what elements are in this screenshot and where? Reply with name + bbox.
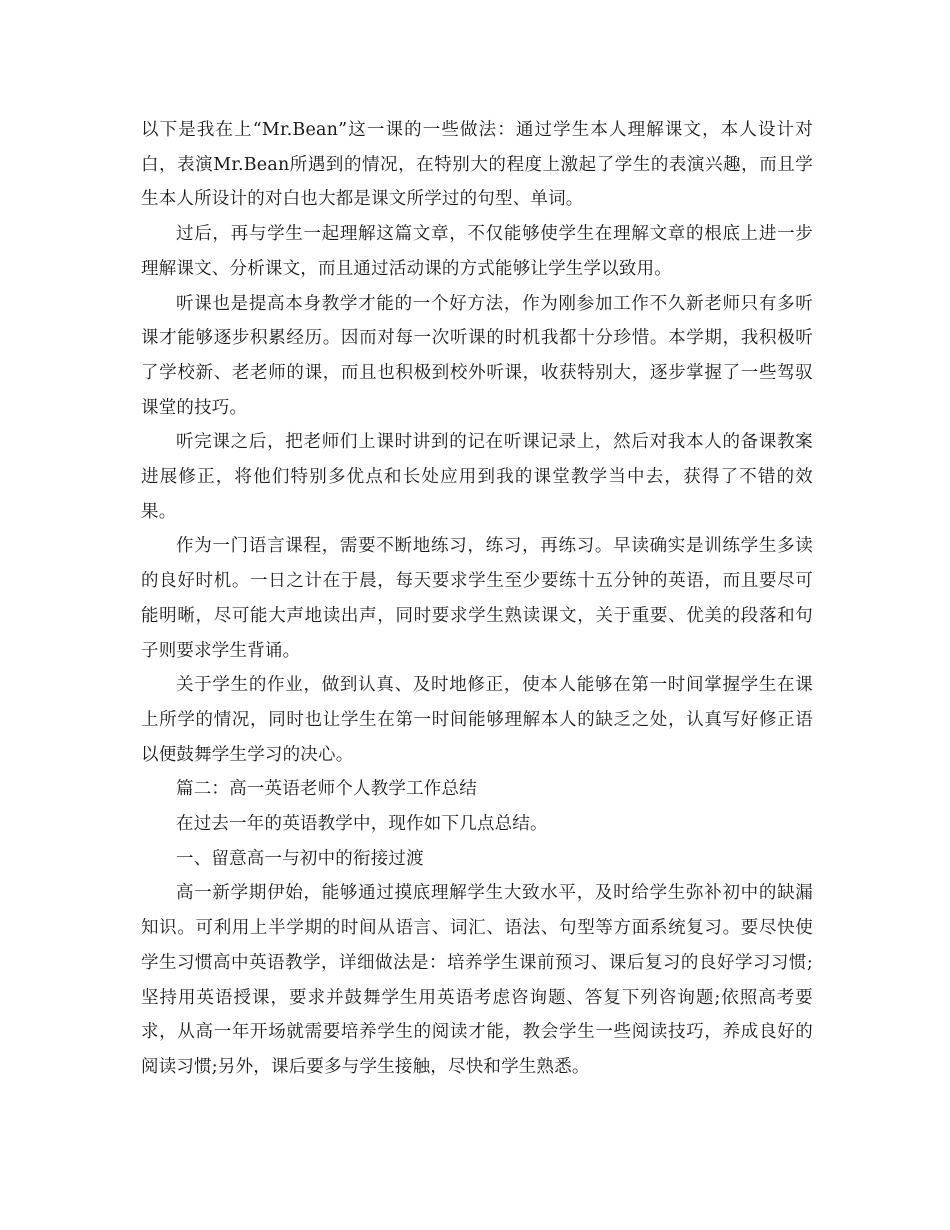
paragraph-mr-bean: 以下是我在上“Mr.Bean”这一课的一些做法：通过学生本人理解课文，本人设计对白，表演Mr.Bean所遇到的情况，在特别大的程度上激起了学生的表演兴趣，而且学生本人所设计的对白也大都是课文所学过的句型、单词。 [141, 120, 813, 210]
document-body [141, 113, 813, 1085]
paragraph-lesson-notes: 听完课之后，把老师们上课时讲到的记在听课记录上，然后对我本人的备课教案进展修正，将他们特别多优点和长处应用到我的课堂教学当中去，获得了不错的效果。 [141, 432, 813, 522]
paragraph-lesson-observation: 听课也是提高本身教学才能的一个好方法，作为刚参加工作不久新老师只有多听课才能够逐步积累经历。因而对每一次听课的时机我都十分珍惜。本学期，我积极听了学校新、老老师的课，而且也积极到校外听课，收获特别大，逐步掌握了一些驾驭课堂的技巧。 [141, 293, 813, 418]
section-title: 篇二：高一英语老师个人教学工作总结 [176, 779, 477, 800]
paragraph-intro: 在过去一年的英语教学中，现作如下几点总结。 [176, 814, 548, 835]
section-heading-transition: 一、留意高一与初中的衔接过渡 [176, 848, 424, 869]
paragraph-morning-reading: 作为一门语言课程，需要不断地练习，练习，再练习。早读确实是训练学生多读的良好时机。一日之计在于晨，每天要求学生至少要练十五分钟的英语，而且要尽可能明晰，尽可能大声地读出声，同时要求学生熟读课文，关于重要、优美的段落和句子则要求学生背诵。 [141, 536, 813, 661]
paragraph-homework: 关于学生的作业，做到认真、及时地修正，使本人能够在第一时间掌握学生在课上所学的情况，同时也让学生在第一时间能够理解本人的缺乏之处，认真写好修正语以便鼓舞学生学习的决心。 [141, 675, 813, 765]
paragraph-text-analysis: 过后，再与学生一起理解这篇文章，不仅能够使学生在理解文章的根底上进一步理解课文、分析课文，而且通过活动课的方式能够让学生学以致用。 [141, 224, 813, 279]
paragraph-transition: 高一新学期伊始，能够通过摸底理解学生大致水平，及时给学生弥补初中的缺漏知识。可利用上半学期的时间从语言、词汇、语法、句型等方面系统复习。要尽快使学生习惯高中英语教学，详细做法是：培养学生课前预习、课后复习的良好学习习惯;坚持用英语授课，要求并鼓舞学生用英语考虑咨询题、答复下列咨询题;依照高考要求，从高一年开场就需要培养学生的阅读才能，教会学生一些阅读技巧，养成良好的阅读习惯;另外，课后要多与学生接触，尽快和学生熟悉。 [141, 883, 813, 1077]
